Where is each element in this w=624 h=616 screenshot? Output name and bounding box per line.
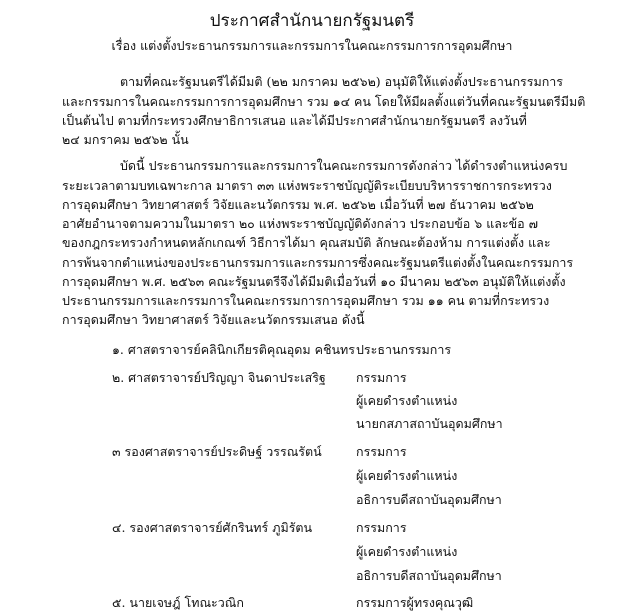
paragraph2-line: การอุดมศึกษา วิทยาศาสตร์ วิจัยและนวัตกรรมเสนอ ดังนี้ [62, 312, 365, 327]
paragraph2-line: ประธานกรรมการและกรรมการในคณะกรรมการการอุดมศึกษา รวม ๑๑ คน ตามที่กระทรวง [62, 293, 550, 308]
paragraph1-line: และกรรมการในคณะกรรมการการอุดมศึกษา รวม ๑๔ คน โดยให้มีผลตั้งแต่วันที่คณะรัฐมนตรีมีมติ [62, 94, 586, 109]
member-role: กรรมการผู้ทรงคุณวุฒิ [356, 595, 474, 610]
paragraph2-line: การอุดมศึกษา วิทยาศาสตร์ วิจัยและนวัตกรรม พ.ศ. ๒๕๖๒ เมื่อวันที่ ๒๗ ธันวาคม ๒๕๖๒ [62, 197, 534, 212]
paragraph1-line: ตามที่คณะรัฐมนตรีได้มีมติ (๒๒ มกราคม ๒๕๖๒) อนุมัติให้แต่งตั้งประธานกรรมการ [120, 74, 564, 89]
paragraph2-line: ของกฎกระทรวงกำหนดหลักเกณฑ์ วิธีการได้มา คุณสมบัติ ลักษณะต้องห้าม การแต่งตั้ง และ [62, 235, 551, 250]
member-role: ประธานกรรมการ [356, 342, 452, 357]
member-name: ๒. ศาสตราจารย์ปริญญา จินดาประเสริฐ [112, 370, 326, 385]
document-title: ประกาศสำนักนายกรัฐมนตรี [209, 11, 415, 31]
member-role: กรรมการ [356, 370, 407, 385]
member-role: กรรมการ [356, 444, 407, 459]
member-name: ๑. ศาสตราจารย์คลินิกเกียรติคุณอุดม คชินทร [112, 342, 355, 357]
member-role: นายกสภาสถาบันอุดมศึกษา [356, 416, 503, 431]
document-subject: เรื่อง แต่งตั้งประธานกรรมการและกรรมการในคณะกรรมการการอุดมศึกษา [111, 38, 513, 53]
paragraph2-line: ระยะเวลาตามบทเฉพาะกาล มาตรา ๓๓ แห่งพระราชบัญญัติระเบียบบริหารราชการกระทรวง [62, 178, 552, 193]
member-name: ๕. นายเจษฎ์ โทณะวณิก [112, 595, 244, 610]
member-role: อธิการบดีสถาบันอุดมศึกษา [356, 568, 502, 583]
paragraph2-line: การพ้นจากตำแหน่งของประธานกรรมการและกรรมการซึ่งคณะรัฐมนตรีแต่งตั้งในคณะกรรมการ [62, 255, 574, 270]
member-role: กรรมการ [356, 520, 407, 535]
member-name: ๓ รองศาสตราจารย์ประดิษฐ์ วรรณรัตน์ [112, 444, 322, 459]
paragraph1-line: เป็นต้นไป ตามที่กระทรวงศึกษาธิการเสนอ และได้มีประกาศสำนักนายกรัฐมนตรี ลงวันที่ [62, 113, 527, 128]
member-role: ผู้เคยดำรงตำแหน่ง [356, 544, 458, 559]
paragraph2-line: อาศัยอำนาจตามความในมาตรา ๒๐ แห่งพระราชบัญญัติดังกล่าว ประกอบข้อ ๖ และข้อ ๗ [62, 216, 539, 231]
member-role: อธิการบดีสถาบันอุดมศึกษา [356, 492, 502, 507]
member-name: ๔. รองศาสตราจารย์ศักรินทร์ ภูมิรัตน [112, 520, 313, 535]
paragraph2-line: การอุดมศึกษา พ.ศ. ๒๕๖๓ คณะรัฐมนตรีจึงได้มีมติเมื่อวันที่ ๑๐ มีนาคม ๒๕๖๓ อนุมัติให้แต่งตั้ง [62, 274, 566, 289]
member-role: ผู้เคยดำรงตำแหน่ง [356, 393, 458, 408]
paragraph2-line: บัดนี้ ประธานกรรมการและกรรมการในคณะกรรมการดังกล่าว ได้ดำรงตำแหน่งครบ [120, 158, 568, 173]
member-role: ผู้เคยดำรงตำแหน่ง [356, 468, 458, 483]
paragraph1-line: ๒๔ มกราคม ๒๕๖๒ นั้น [62, 132, 189, 147]
